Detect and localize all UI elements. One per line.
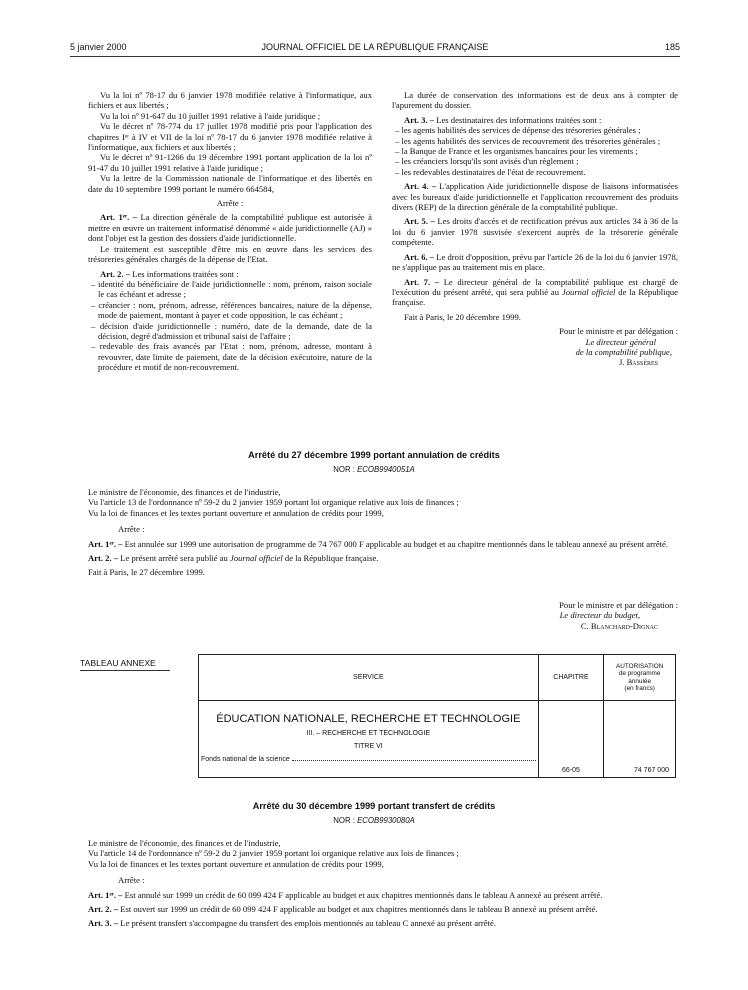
article-text: Est annulé sur 1999 un crédit de 60 099 424 F applicable au budget et aux chapitres mentionnés dans le tableau A annexé au présent arrêté.	[124, 889, 603, 900]
arrete-2-title: Arrêté du 30 décembre 1999 portant transfert de crédits	[252, 801, 496, 811]
autorisation-line: de programme	[618, 670, 661, 678]
autorisation-line: AUTORISATION	[615, 662, 664, 670]
article-label: Art. 2. –	[88, 904, 119, 915]
row-label: Fonds national de la science	[201, 756, 290, 763]
article-4	[392, 181, 678, 212]
autorisation-line: (en francs)	[624, 684, 655, 692]
list-item: – les agents habilités des services de recouvrement des trésoreries générales ;	[395, 135, 661, 146]
article-label: Art. 3. –	[404, 114, 435, 125]
article-label: Art. 2. –	[88, 553, 119, 564]
col-header-service: SERVICE	[199, 655, 539, 701]
left-column	[88, 90, 372, 373]
intro: Le ministre de l'économie, des finances et de l'industrie,	[88, 487, 281, 497]
article-text: La direction générale de la comptabilité publique est autorisée à mettre en œuvre un traitement informatisé dénommé « aide juridictionnelle (AJ) » dont l'objet est la gestion des dossiers d'aide juridictionnelle.	[88, 212, 372, 244]
article-text: de la République française.	[282, 553, 379, 564]
right-column	[392, 90, 678, 368]
article-3	[392, 115, 678, 125]
list-item: – les agents habilités des services de dépense des trésoreries générales ;	[395, 125, 641, 136]
signature-title-text: Le directeur général	[585, 336, 656, 347]
article-7	[392, 277, 678, 308]
visa: Vu le décret nº 91-1266 du 19 décembre 1991 portant application de la loi nº 91-47 du 10 juillet 1991 relative à l'aide juridique ;	[88, 152, 372, 173]
arrete-1-signature	[478, 600, 678, 631]
autorisation-line: annulée	[628, 677, 652, 685]
article-2	[88, 269, 372, 279]
nor-label: NOR :	[333, 465, 358, 474]
article-label: Art. 5. –	[404, 216, 435, 227]
list-item: – identité du bénéficiaire de l'aide juridictionnelle : nom, prénom, raison sociale le cas échéant et adresse ;	[91, 278, 372, 300]
article-2	[88, 553, 678, 563]
fait-a-paris: Fait à Paris, le 27 décembre 1999.	[88, 567, 205, 578]
amount-cell: 74 767 000	[604, 701, 676, 778]
arrete-heading: Arrête :	[118, 875, 145, 886]
list-item: – les créanciers lorsqu'ils sont avisés d'un règlement ;	[395, 156, 579, 167]
article-text: Le présent arrêté sera publié au	[120, 553, 230, 564]
arrete-heading: Arrête :	[216, 198, 244, 209]
annex-label-rule	[80, 670, 170, 671]
nor-label: NOR :	[333, 816, 358, 825]
col-header-autorisation	[604, 655, 676, 701]
article-1	[88, 212, 372, 243]
list-item: – redevable des frais avancés par l'Etat : nom, prénom, adresse, montant à revouvrer, date limite de paiement, date de la décision exécutoire, nature de la procédure et motif de non-recouvrement.	[91, 341, 372, 373]
signature-line: Pour le ministre et par délégation :	[559, 600, 678, 610]
annex-data-row	[199, 701, 676, 778]
article-label: Art. 7. –	[404, 276, 440, 287]
header-date: 5 janvier 2000	[70, 42, 127, 52]
article-label: Art. 6. –	[404, 251, 435, 262]
arrete-heading: Arrête :	[118, 524, 145, 535]
signature-title	[392, 337, 678, 347]
visa: Vu l'article 14 de l'ordonnance nº 59-2 du 2 janvier 1959 portant loi organique relative aux lois de finances ;	[88, 848, 459, 859]
header-rule	[70, 56, 680, 57]
signature-name: J. Bassères	[618, 357, 658, 368]
ministry-name: ÉDUCATION NATIONALE, RECHERCHE ET TECHNOLOGIE	[216, 713, 521, 725]
signature-title	[392, 347, 678, 357]
arrete-1-title: Arrêté du 27 décembre 1999 portant annulation de crédits	[248, 450, 500, 460]
annex-header-row	[199, 655, 676, 701]
chapitre-cell: 66-05	[538, 701, 604, 778]
signature-line: Pour le ministre et par délégation :	[559, 326, 678, 337]
article-6	[392, 252, 678, 273]
article-text: L'application Aide juridictionnelle dispose de liaisons informatisées avec les bureaux d'aide juridictionnelle et l'application recouvrement des produits divers (REP) de la direction générale de la comptabilité publique.	[392, 181, 678, 213]
annex-label: TABLEAU ANNEXE	[80, 658, 156, 668]
signature-title-text: de la comptabilité publique,	[575, 346, 672, 357]
nor-code: ECOB9930080A	[357, 816, 415, 825]
visa: Vu la loi de finances et les textes portant ouverture et annulation de crédits pour 1999,	[88, 507, 384, 518]
signature-title	[478, 610, 678, 620]
article-label: Art. 3. –	[88, 918, 119, 929]
titre-name: TITRE VI	[353, 743, 383, 750]
journal-name: Journal officiel	[561, 286, 616, 297]
article-text: Le directeur général de la comptabilité publique est chargé de l'exécution du présent arrêté, qui sera publié au	[392, 276, 679, 297]
article-label: Art. 1ᵉʳ. –	[88, 538, 123, 549]
signature-name: C. Blanchard-Dignac	[580, 620, 658, 631]
fait-a-paris: Fait à Paris, le 20 décembre 1999.	[404, 311, 521, 322]
article-label: Art. 1ᵉʳ. –	[100, 212, 138, 223]
article-1	[88, 539, 678, 549]
article-text: de la République française.	[392, 286, 678, 308]
col-header-chapitre: CHAPITRE	[538, 655, 604, 701]
article-text: Est annulée sur 1999 une autorisation de programme de 74 767 000 F applicable au budget et au chapitre mentionnés dans le tableau annexé au présent arrêté.	[124, 538, 669, 549]
article-text: Le présent transfert s'accompagne du transfert des emplois mentionnés au tableau C annexé au présent arrêté.	[120, 918, 496, 929]
article-text: Les informations traitées sont :	[132, 268, 239, 279]
article-label: Art. 4. –	[404, 181, 437, 192]
article-label: Art. 1ᵉʳ. –	[88, 889, 123, 900]
visa: Vu l'article 13 de l'ordonnance nº 59-2 du 2 janvier 1959 portant loi organique relative aux lois de finances ;	[88, 497, 459, 508]
journal-name: Journal officiel	[230, 553, 283, 564]
header-page-number: 185	[664, 42, 680, 52]
visa: Vu la loi nº 91-647 du 10 juillet 1991 relative à l'aide juridique ;	[100, 110, 321, 121]
article-1-para: Le traitement est susceptible d'être mis en œuvre dans les services des trésoreries générales chargés de la dépense de l'Etat.	[88, 243, 372, 265]
visa: Vu la lettre de la Commission nationale de l'informatique et des libertés en date du 10 septembre 1999 portant le numéro 664584,	[88, 173, 372, 194]
intro: Le ministre de l'économie, des finances et de l'industrie,	[88, 838, 281, 848]
arrete-1-body	[88, 487, 678, 578]
header-journal-title: JOURNAL OFFICIEL DE LA RÉPUBLIQUE FRANÇAISE	[261, 42, 489, 52]
annex-table	[198, 654, 676, 778]
article-3	[88, 918, 678, 928]
article-2	[88, 904, 678, 914]
article-text: Les destinataires des informations traitées sont :	[436, 114, 602, 125]
signature-title-text: Le directeur du budget,	[559, 610, 640, 621]
list-item: – créancier : nom, prénom, adresse, références bancaires, nature de la dépense, mode de paiement, montant à payer et code opposition, le cas échéant ;	[91, 299, 372, 321]
visa: Vu la loi nº 78-17 du 6 janvier 1978 modifiée relative à l'informatique, aux fichiers et aux libertés ;	[88, 90, 372, 111]
arrete-2-body	[88, 838, 678, 929]
service-cell	[199, 701, 539, 778]
arrete-1-nor	[0, 465, 748, 474]
article-5	[392, 216, 678, 247]
article-label: Art. 2. –	[100, 268, 131, 279]
conservation-text: La durée de conservation des informations est de deux ans à compter de l'apurement du dossier.	[392, 90, 678, 111]
article-text: Les droits d'accès et de rectification prévus aux articles 34 à 36 de la loi du 6 janvier 1978 susvisée s'exercent auprès de la trésorerie générale compétente.	[392, 216, 678, 248]
article-text: Le droit d'opposition, prévu par l'article 26 de la loi du 6 janvier 1978, ne s'applique pas au traitement mis en place.	[392, 251, 678, 273]
nor-code: ECOB9940051A	[357, 465, 415, 474]
list-item: – les redevables destinataires de l'état de recouvrement.	[395, 166, 586, 177]
visa: Vu la loi de finances et les textes portant ouverture et annulation de crédits pour 1999,	[88, 858, 384, 869]
list-item: – décision d'aide juridictionnelle : numéro, date de la demande, date de la décision, degré d'admission et tribunal saisi de l'affaire ;	[91, 320, 372, 341]
visa: Vu le décret nº 78-774 du 17 juillet 1978 modifié pris pour l'application des chapitres Iᵉʳ à IV et VII de la loi nº 78-17 du 6 janvier 1978 modifiée relative à l'informatique, aux fichiers et aux libertés ;	[88, 121, 372, 153]
article-1	[88, 890, 678, 900]
list-item: – la Banque de France et les organismes bancaires pour les virements ;	[395, 146, 638, 157]
section-name: III. – RECHERCHE ET TECHNOLOGIE	[306, 730, 431, 737]
article-text: Est ouvert sur 1999 un crédit de 60 099 424 F applicable au budget et aux chapitres mentionnés dans le tableau B annexé au présent arrêté.	[120, 904, 598, 915]
arrete-2-nor	[0, 816, 748, 825]
row-label-line	[199, 756, 538, 765]
dot-leader	[292, 756, 536, 761]
